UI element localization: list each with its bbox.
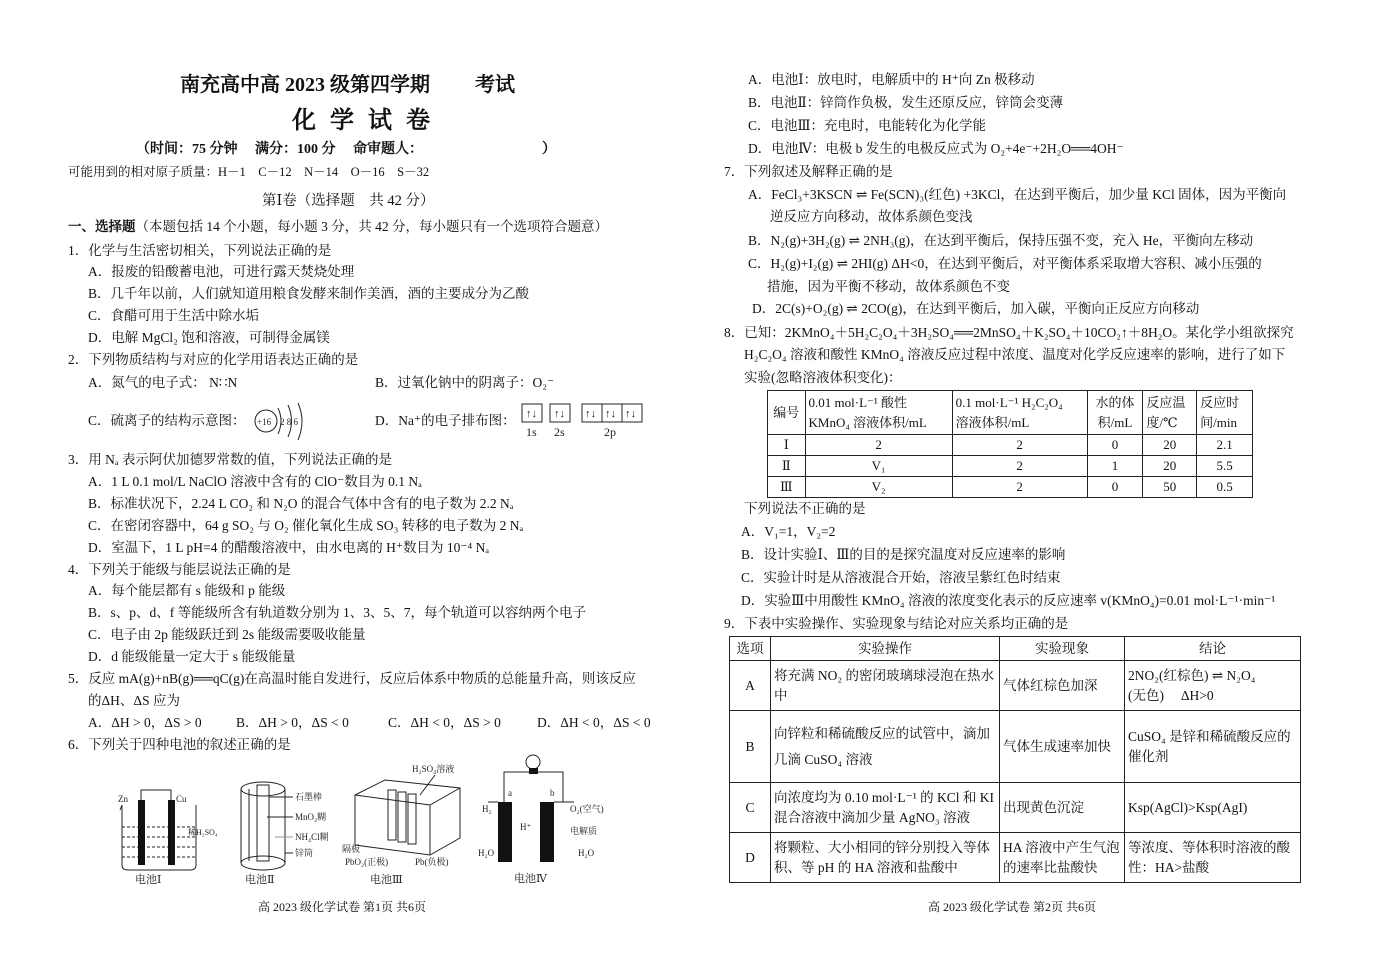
cell: 气体生成速率加快: [1000, 711, 1125, 783]
cell: 0: [1087, 477, 1143, 498]
header-cell: 反应温 度/℃: [1143, 391, 1197, 435]
table-header-row: [768, 391, 1253, 435]
orbital-diagram: [520, 402, 650, 442]
header-cell: 编号: [768, 391, 806, 435]
q4-option-d: D．d 能级能量一定大于 s 能级能量: [88, 649, 296, 664]
cell: 2: [805, 435, 952, 456]
q8-stem: 8．已知：2KMnO₄＋5H₂C₂O₄＋3H₂SO₄══2MnSO₄＋K₂SO₄＋10CO₂↑＋8H₂O。某化学小组欲探究: [724, 325, 1294, 340]
q3-option-d: D．室温下，1 L pH=4 的醋酸溶液中，由水电离的 H⁺数目为 10⁻⁴ Nₐ: [88, 540, 490, 555]
q1-option-a: A．报废的铅酸蓄电池，可进行露天焚烧处理: [88, 264, 355, 279]
q7-option-b: B．N₂(g)+3H₂(g) ⇌ 2NH₃(g)，在达到平衡后，保持压强不变，充入 He，平衡向左移动: [748, 233, 1254, 248]
q7-option-a-cont: 逆反应方向移动，故体系颜色变浅: [770, 209, 973, 224]
cell: 气体红棕色加深: [1000, 661, 1125, 711]
q4-stem: 4．下列关于能级与能层说法正确的是: [68, 562, 291, 577]
shell-electrons: 2 8 6: [280, 417, 298, 427]
orbital-label-1s: 1s: [526, 425, 537, 439]
q3-stem: 3．用 Nₐ 表示阿伏加德罗常数的值，下列说法正确的是: [68, 452, 392, 467]
q8-option-d: D．实验Ⅲ中用酸性 KMnO₄ 溶液的浓度变化表示的反应速率 v(KMnO₄)=0.01 mol·L⁻¹·min⁻¹: [741, 593, 1276, 608]
q6-option-d: D．电池Ⅳ：电极 b 发生的电极反应式为 O₂+4e⁻+2H₂O══4OH⁻: [748, 141, 1124, 156]
q3-option-b: B．标准状况下，2.24 L CO₂ 和 N₂O 的混合气体中含有的电子数为 2.2 Nₐ: [88, 496, 514, 511]
cell: CuSO₄ 是锌和稀硫酸反应的 催化剂: [1125, 711, 1301, 783]
table-row: [768, 435, 1253, 456]
cell: 20: [1143, 456, 1197, 477]
q1-option-b: B．几千年以前，人们就知道用粮食发酵来制作美酒，酒的主要成分为乙酸: [88, 286, 530, 301]
q8-option-b: B．设计实验Ⅰ、Ⅲ的目的是探究温度对反应速率的影响: [741, 547, 1066, 562]
q6-stem: 6．下列关于四种电池的叙述正确的是: [68, 737, 291, 752]
q5-option-d: D．ΔH < 0，ΔS < 0: [537, 715, 651, 730]
electrode-b-label: b: [550, 788, 555, 798]
q4-option-b: B．s、p、d、f 等能级所含有轨道数分别为 1、3、5、7，每个轨道可以容纳两个电子: [88, 605, 587, 620]
exam-meta: （时间：75 分钟 满分：100 分 命审题人： ）: [136, 142, 556, 157]
pb-label: Pb(负极): [415, 857, 449, 867]
acid-label: 稀H₂SO₄: [188, 828, 218, 837]
cell: 20: [1143, 435, 1197, 456]
cell: 5.5: [1197, 456, 1253, 477]
table-row: [730, 661, 1301, 711]
cell: V₂: [805, 477, 952, 498]
q5-stem-cont: 的ΔH、ΔS 应为: [88, 693, 180, 708]
svg-text:↑↓: ↑↓: [605, 408, 616, 420]
q7-option-a: A．FeCl₃+3KSCN ⇌ Fe(SCN)₃(红色) +3KCl，在达到平衡后，加少量 KCl 固体，因为平衡向: [748, 187, 1287, 202]
header-cell: 实验现象: [1000, 637, 1125, 661]
cu-label: Cu: [176, 794, 187, 804]
cell: 0: [1087, 435, 1143, 456]
h2so4-label: H₂SO₄溶液: [412, 764, 455, 774]
cell: 2NO₂(红棕色) ⇌ N₂O₄ (无色) ΔH>0: [1125, 661, 1301, 711]
q2-option-b: B．过氧化钠中的阴离子：O₂⁻: [375, 375, 555, 390]
q3-option-c: C．在密闭容器中，64 g SO₂ 与 O₂ 催化氧化生成 SO₃ 转移的电子数为 2 Nₐ: [88, 518, 524, 533]
header-cell: 0.01 mol·L⁻¹ 酸性 KMnO₄ 溶液体积/mL: [805, 391, 952, 435]
q2-option-d: D．Na⁺的电子排布图：: [375, 413, 516, 428]
header-cell: 选项: [730, 637, 771, 661]
cell: 将颗粒、大小相同的锌分别投入等体 积、等 pH 的 HA 溶液和盐酸中: [771, 833, 1000, 883]
q6-option-b: B．电池Ⅱ：锌筒作负极，发生还原反应，锌筒会变薄: [748, 95, 1064, 110]
header-cell: 实验操作: [771, 637, 1000, 661]
cell: 等浓度、等体积时溶液的酸 性：HA>盐酸: [1125, 833, 1301, 883]
o2-label: O₂(空气): [570, 804, 604, 814]
cell: 向锌粒和稀硫酸反应的试管中，滴加 几滴 CuSO₄ 溶液: [771, 711, 1000, 783]
nucleus-charge: +16: [257, 417, 272, 427]
q7-stem: 7．下列叙述及解释正确的是: [724, 164, 893, 179]
cell: 2: [952, 477, 1087, 498]
battery-4-caption: 电池Ⅳ: [514, 873, 547, 885]
page1-footer: 高 2023 级化学试卷 第1页 共6页: [258, 900, 427, 914]
part-title: 一、选择题: [68, 219, 136, 234]
cell: 2.1: [1197, 435, 1253, 456]
sulfide-ion-diagram: [250, 402, 320, 442]
svg-text:↑↓: ↑↓: [554, 408, 565, 420]
battery-1-caption: 电池Ⅰ: [135, 874, 162, 885]
cell: Ksp(AgCl)>Ksp(AgI): [1125, 783, 1301, 833]
cell: V₁: [805, 456, 952, 477]
q8-ask: 下列说法不正确的是: [744, 501, 866, 516]
cell: Ⅲ: [768, 477, 806, 498]
battery-2-figure: [235, 775, 345, 885]
cell: 向浓度均为 0.10 mol·L⁻¹ 的 KCl 和 KI 混合溶液中滴加少量 AgNO₃ 溶液: [771, 783, 1000, 833]
cell: B: [730, 711, 771, 783]
q5-stem: 5．反应 mA(g)+nB(g)══qC(g)在高温时能自发进行，反应后体系中物质的总能量升高，则该反应: [68, 671, 636, 686]
cell: 2: [952, 435, 1087, 456]
header-cell: 反应时 间/min: [1197, 391, 1253, 435]
header-cell: 水的体 积/mL: [1087, 391, 1143, 435]
mno2-label: MnO₂糊: [295, 812, 327, 822]
battery-2-caption: 电池Ⅱ: [245, 874, 275, 885]
q1-option-d: D．电解 MgCl₂ 饱和溶液，可制得金属镁: [88, 330, 330, 345]
table-row: [730, 833, 1301, 883]
h2o-right-label: H₂O: [578, 848, 595, 858]
q6-option-c: C．电池Ⅲ：充电时，电能转化为化学能: [748, 118, 987, 133]
atomic-masses: 可能用到的相对原子质量：H－1 C－12 N－14 O－16 S－32: [68, 165, 430, 179]
part-note: （本题包括 14 个小题，每小题 3 分，共 42 分，每小题只有一个选项符合题意）: [135, 219, 608, 234]
zn-label: Zn: [118, 794, 128, 804]
table-row: [730, 783, 1301, 833]
section-heading: 第Ⅰ卷（选择题 共 42 分）: [262, 193, 435, 209]
cell: Ⅰ: [768, 435, 806, 456]
cell: 1: [1087, 456, 1143, 477]
battery-4-figure: [478, 752, 608, 885]
table-header-row: [730, 637, 1301, 661]
hplus-label: H⁺: [520, 822, 532, 832]
q6-option-a: A．电池Ⅰ：放电时，电解质中的 H⁺向 Zn 极移动: [748, 72, 1035, 87]
pbo2-label: PbO₂(正极): [345, 857, 389, 867]
q4-option-c: C．电子由 2p 能级跃迁到 2s 能级需要吸收能量: [88, 627, 366, 642]
q8-experiment-table: [767, 390, 1253, 498]
page2-footer: 高 2023 级化学试卷 第2页 共6页: [928, 900, 1097, 914]
zinc-can-label: 锌筒: [295, 848, 314, 858]
battery-1-figure: [110, 775, 220, 885]
table-row: [768, 477, 1253, 498]
battery-3-figure: [340, 760, 470, 885]
q8-stem-cont2: 实验(忽略溶液体积变化)：: [744, 370, 902, 385]
h2o-left-label: H₂O: [478, 848, 495, 858]
graphite-rod-label: 石墨棒: [295, 792, 323, 802]
q2-option-a: A．氮气的电子式： N∷N: [88, 375, 238, 390]
q7-option-c: C．H₂(g)+I₂(g) ⇌ 2HI(g) ΔH<0，在达到平衡后，对平衡体系采取增大容积、减小压强的: [748, 256, 1262, 271]
q9-stem: 9．下表中实验操作、实验现象与结论对应关系均正确的是: [724, 616, 1069, 631]
exam-title: 南充高中高 2023 级第四学期 考试: [180, 74, 515, 96]
cell: A: [730, 661, 771, 711]
q8-stem-cont: H₂C₂O₄ 溶液和酸性 KMnO₄ 溶液反应过程中浓度、温度对化学反应速率的影响，进行了如下: [744, 347, 1286, 362]
exam-subtitle: 化 学 试 卷: [292, 108, 434, 134]
q2-option-c: C．硫离子的结构示意图：: [88, 413, 246, 428]
separator-label: 隔板: [342, 844, 361, 854]
q4-option-a: A．每个能层都有 s 能级和 p 能级: [88, 583, 286, 598]
electrode-a-label: a: [508, 788, 512, 798]
q8-option-a: A．V₁=1，V₂=2: [741, 524, 836, 539]
electrolyte-label: 电解质: [570, 826, 598, 836]
nh4cl-label: NH₄Cl糊: [295, 832, 329, 842]
cell: 0.5: [1197, 477, 1253, 498]
table-row: [768, 456, 1253, 477]
part-heading: [68, 217, 608, 237]
cell: Ⅱ: [768, 456, 806, 477]
svg-text:↑↓: ↑↓: [625, 408, 636, 420]
q5-option-b: B．ΔH > 0，ΔS < 0: [236, 715, 349, 730]
cell: 50: [1143, 477, 1197, 498]
q3-option-a: A．1 L 0.1 mol/L NaClO 溶液中含有的 ClO⁻数目为 0.1 Nₐ: [88, 474, 422, 489]
orbital-label-2p: 2p: [604, 425, 616, 439]
q7-option-c-cont: 措施，因为平衡不移动，故体系颜色不变: [767, 279, 1010, 294]
cell: D: [730, 833, 771, 883]
svg-text:↑↓: ↑↓: [585, 408, 596, 420]
q1-option-c: C．食醋可用于生活中除水垢: [88, 308, 260, 323]
h2-label: H₂: [482, 804, 492, 814]
orbital-label-2s: 2s: [554, 425, 565, 439]
q1-stem: 1．化学与生活密切相关，下列说法正确的是: [68, 243, 332, 258]
q5-option-c: C．ΔH < 0，ΔS > 0: [388, 715, 501, 730]
cell: C: [730, 783, 771, 833]
svg-text:↑↓: ↑↓: [526, 408, 537, 420]
q7-option-d: D．2C(s)+O₂(g) ⇌ 2CO(g)，在达到平衡后，加入碳，平衡向正反应方向移动: [752, 301, 1200, 316]
header-cell: 0.1 mol·L⁻¹ H₂C₂O₄ 溶液体积/mL: [952, 391, 1087, 435]
q8-option-c: C．实验计时是从溶液混合开始，溶液呈紫红色时结束: [741, 570, 1061, 585]
q2-stem: 2．下列物质结构与对应的化学用语表达正确的是: [68, 352, 359, 367]
cell: HA 溶液中产生气泡 的速率比盐酸快: [1000, 833, 1125, 883]
q5-option-a: A．ΔH > 0，ΔS > 0: [88, 715, 202, 730]
q9-table: [729, 636, 1301, 883]
battery-3-caption: 电池Ⅲ: [370, 874, 403, 885]
cell: 出现黄色沉淀: [1000, 783, 1125, 833]
table-row: [730, 711, 1301, 783]
cell: 将充满 NO₂ 的密闭玻璃球浸泡在热水中: [771, 661, 1000, 711]
cell: 2: [952, 456, 1087, 477]
header-cell: 结论: [1125, 637, 1301, 661]
